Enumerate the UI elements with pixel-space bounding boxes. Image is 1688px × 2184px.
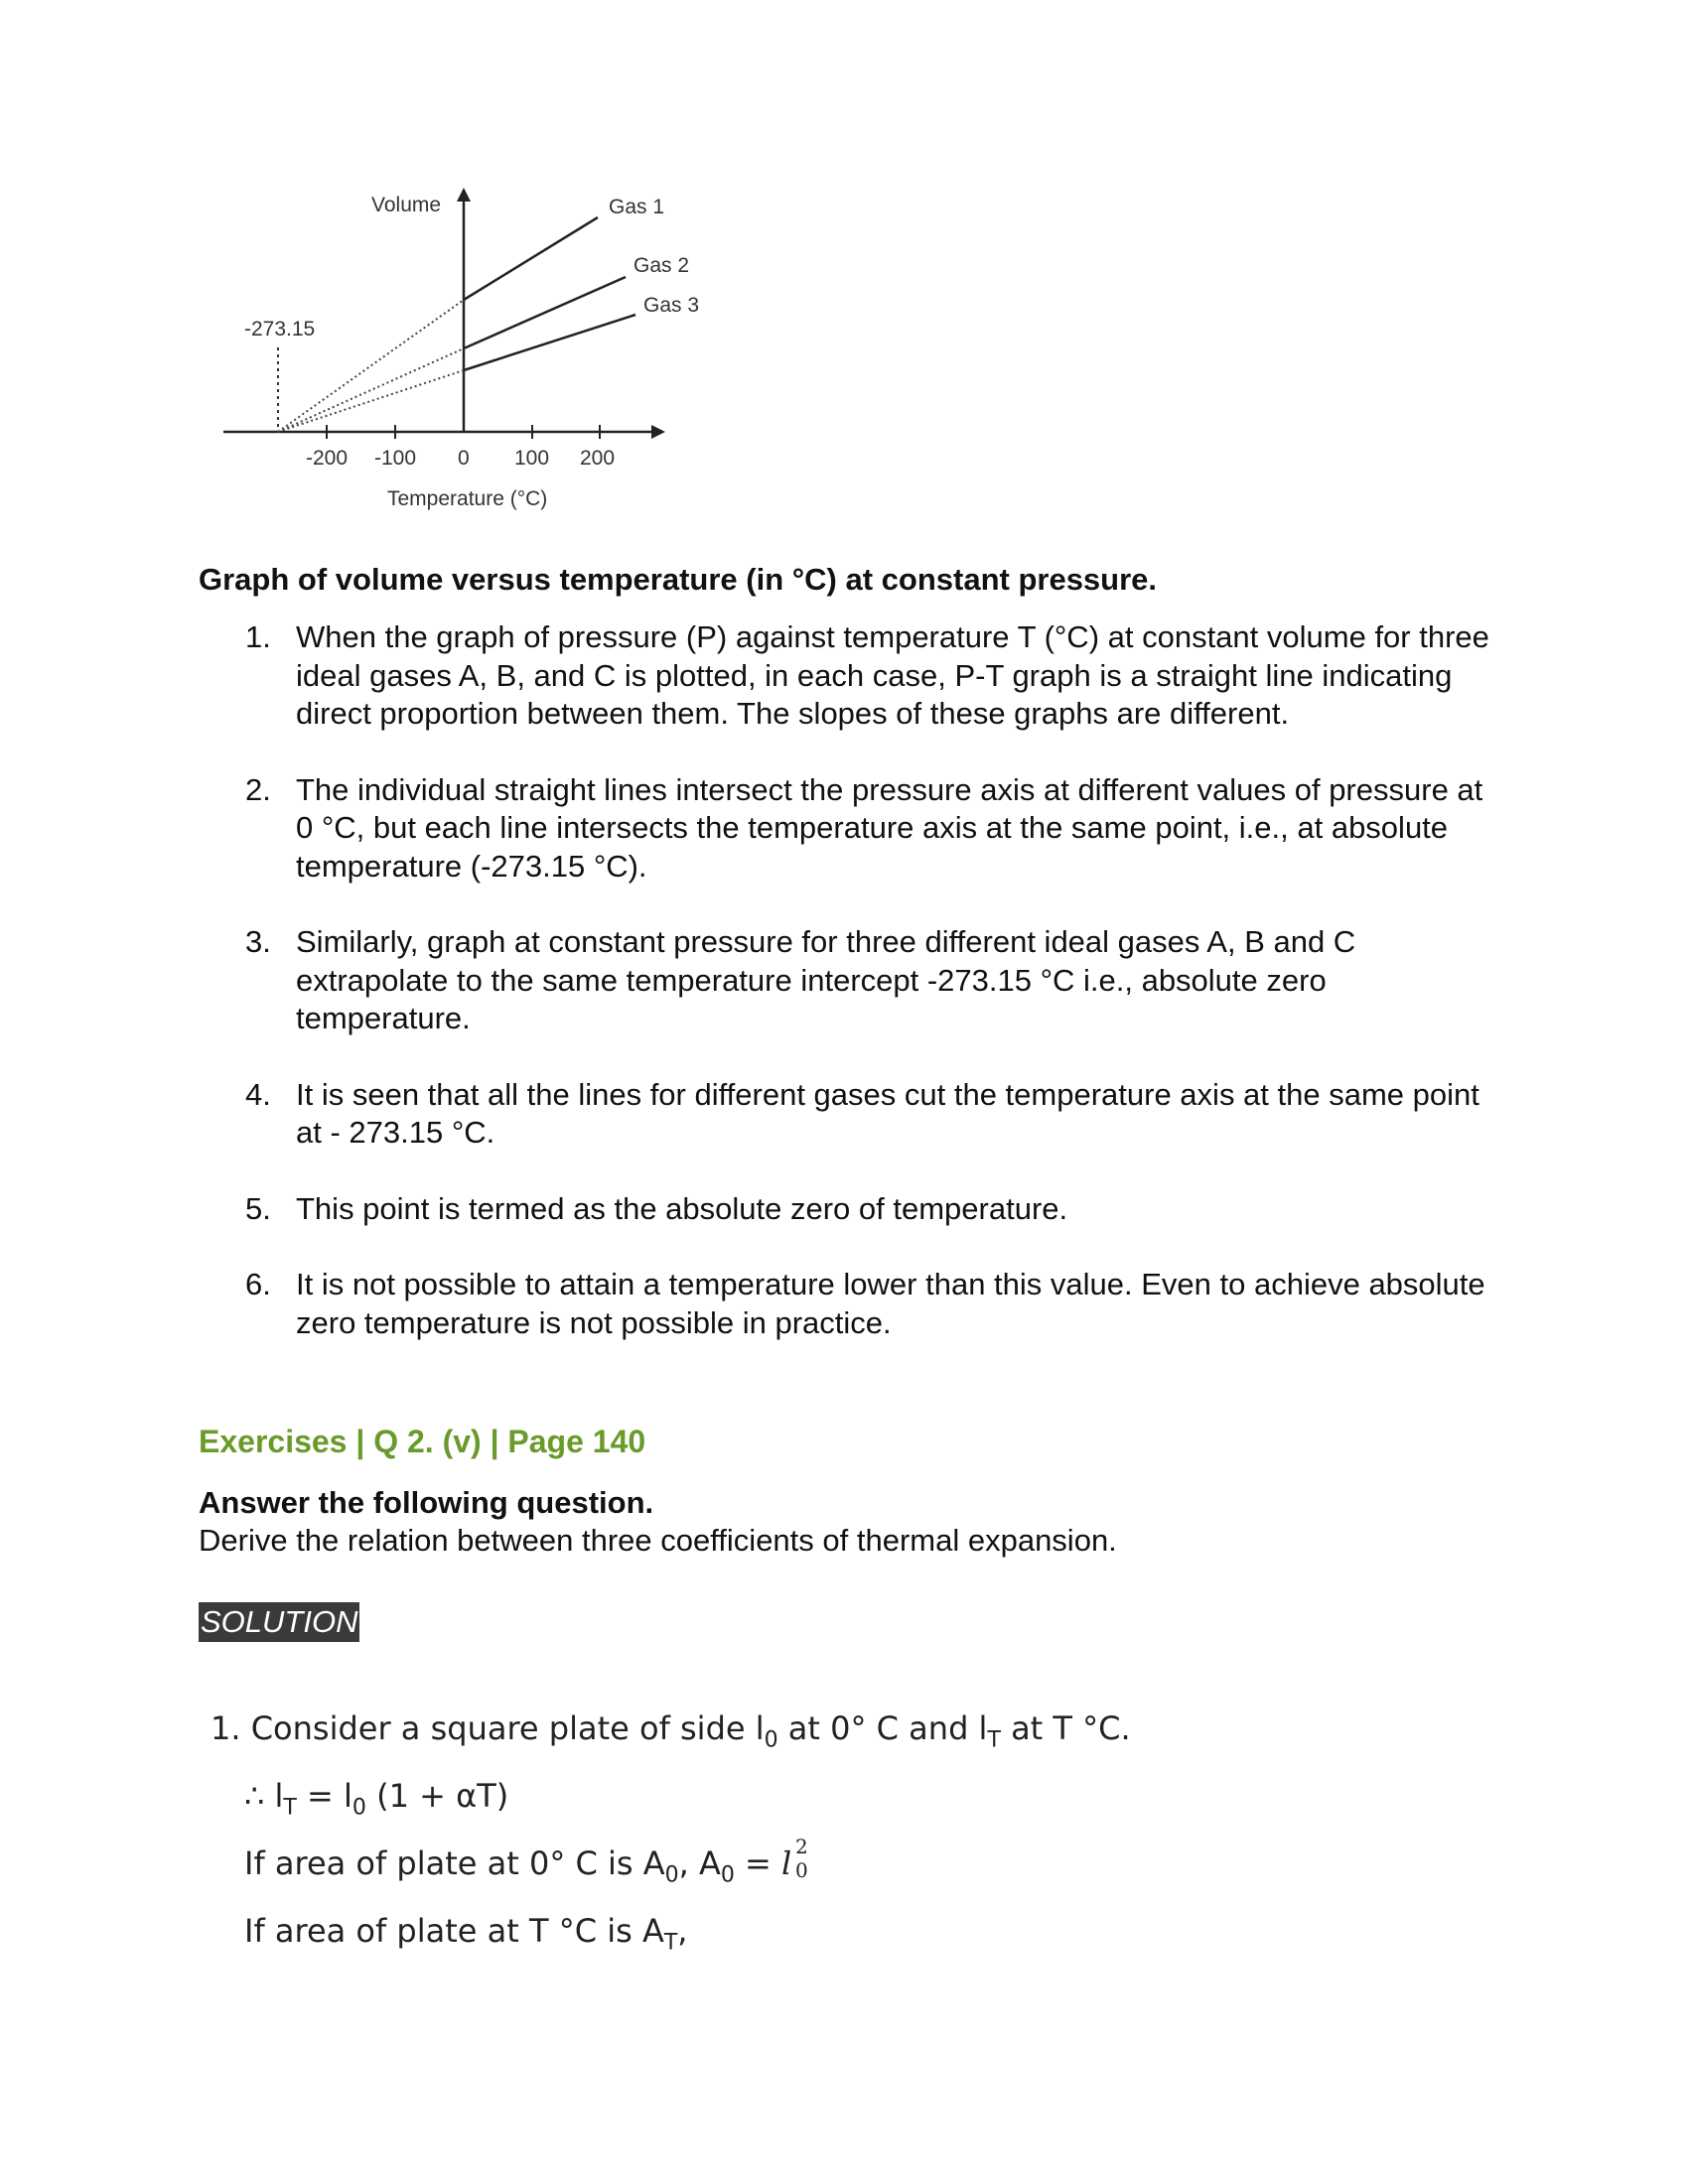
x-tick-label: 200 <box>580 447 616 470</box>
gas2-extrapolation <box>278 348 464 432</box>
x-tick-label: 100 <box>514 447 550 470</box>
gas1-line <box>464 217 598 300</box>
list-text: It is not possible to attain a temperature lower than this value. Even to achieve absolute zero temperature is not possible in practice. <box>296 1267 1485 1340</box>
list-item <box>199 1266 1489 1342</box>
solution-text: = <box>734 1844 782 1882</box>
solution-text: , <box>677 1912 688 1950</box>
gas2-line <box>464 277 626 348</box>
list-item <box>199 1190 1489 1229</box>
list-text: When the graph of pressure (P) against temperature T (°C) at constant volume for three ideal gases A, B, and C is plotted, in each case, P-T graph is a straight line indicating direct proportion between them. The slopes of these graphs are different. <box>296 619 1489 731</box>
solution-text: , A <box>678 1844 721 1882</box>
volume-temperature-graph <box>209 184 725 521</box>
intercept-label: -273.15 <box>244 318 316 341</box>
x-tick-label: -100 <box>374 447 417 470</box>
list-item <box>199 923 1489 1038</box>
subscript: 0 <box>795 1858 808 1882</box>
gas3-label: Gas 3 <box>643 294 700 317</box>
subscript: T <box>663 1930 678 1956</box>
list-text: It is seen that all the lines for different gases cut the temperature axis at the same point at - 273.15 °C. <box>296 1076 1479 1150</box>
gas2-label: Gas 2 <box>633 254 690 277</box>
list-text: The individual straight lines intersect the pressure axis at different values of pressure at 0 °C, but each line intersects the temperature axis at the same point, i.e., at absolute temperature (-273.15 °C). <box>296 771 1483 884</box>
list-number: 3. <box>245 924 271 959</box>
figure-caption: Graph of volume versus temperature (in °C) at constant pressure. <box>199 562 1158 597</box>
exercise-link[interactable]: Exercises | Q 2. (v) | Page 140 <box>199 1424 646 1459</box>
y-axis-label: Volume <box>371 194 442 216</box>
list-number: 2. <box>245 771 271 807</box>
x-tick-label: 0 <box>458 447 470 470</box>
base-symbol: l <box>781 1844 792 1882</box>
solution-text: If area of plate at T °C is A <box>244 1912 664 1950</box>
solution-text: ∴ l <box>244 1777 284 1815</box>
x-axis-arrow <box>651 425 665 439</box>
list-number: 4. <box>245 1076 271 1112</box>
solution-line <box>244 1835 808 1888</box>
subscript: 0 <box>720 1862 735 1888</box>
list-item <box>199 771 1489 887</box>
y-axis-arrow <box>457 188 471 202</box>
gas1-label: Gas 1 <box>609 196 665 218</box>
solution-text: at 0° C and l <box>777 1709 988 1747</box>
solution-button[interactable]: SOLUTION <box>199 1602 359 1642</box>
solution-text: = l <box>296 1777 352 1815</box>
question-text: Derive the relation between three coefficients of thermal expansion. <box>199 1523 1117 1558</box>
subscript: 0 <box>352 1795 366 1821</box>
solution-text: If area of plate at 0° C is A <box>244 1844 665 1882</box>
subscript: 0 <box>664 1862 679 1888</box>
solution-text: 1. Consider a square plate of side l <box>211 1709 765 1747</box>
solution-line <box>211 1709 1131 1752</box>
list-text: This point is termed as the absolute zero of temperature. <box>296 1190 1068 1226</box>
explanation-list <box>199 618 1489 1380</box>
subscript: T <box>283 1795 297 1821</box>
gas3-line <box>464 315 635 370</box>
list-number: 1. <box>245 619 271 654</box>
solution-text: at T °C. <box>1000 1709 1131 1747</box>
subscript: 0 <box>764 1727 778 1753</box>
question-heading: Answer the following question. <box>199 1485 654 1520</box>
x-tick-label: -200 <box>306 447 349 470</box>
subscript: T <box>987 1727 1001 1753</box>
l0-squared <box>781 1835 808 1882</box>
list-text: Similarly, graph at constant pressure for three different ideal gases A, B and C extrapolate to the same temperature intercept -273.15 °C i.e., absolute zero temperature. <box>296 924 1356 1035</box>
superscript: 2 <box>795 1835 808 1858</box>
solution-line <box>244 1777 508 1820</box>
graph-svg <box>209 184 725 521</box>
x-axis-label: Temperature (°C) <box>387 487 548 510</box>
list-number: 6. <box>245 1267 271 1301</box>
solution-text: (1 + αT) <box>365 1777 509 1815</box>
list-number: 5. <box>245 1190 271 1226</box>
list-item <box>199 618 1489 734</box>
gas3-extrapolation <box>278 370 464 432</box>
solution-line <box>244 1912 687 1955</box>
list-item <box>199 1076 1489 1153</box>
